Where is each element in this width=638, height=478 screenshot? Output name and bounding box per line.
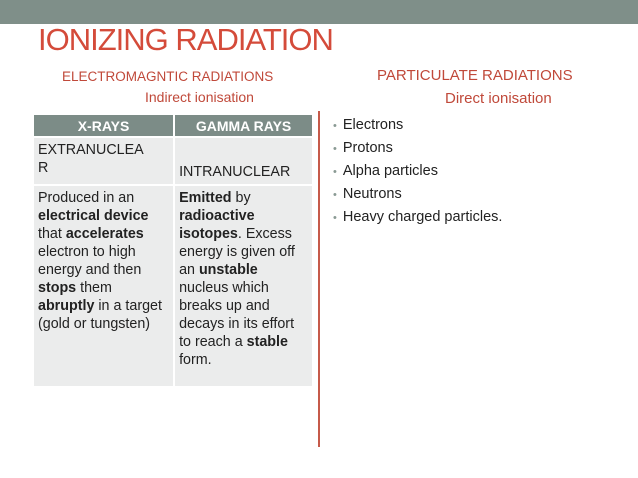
bullet-icon: • (333, 120, 337, 132)
xrays-production-cell: Produced in an electrical device that accelerates electron to high energy and then stops them abruptly in a target (gold or tungsten) (34, 186, 173, 386)
slide-title: IONIZING RADIATION (38, 22, 333, 57)
indirect-ionisation-subheading: Indirect ionisation (145, 89, 254, 105)
bullet-icon: • (333, 143, 337, 155)
xrays-header: X-RAYS (34, 115, 173, 136)
list-item: • Neutrons (333, 186, 402, 202)
particulate-radiations-heading: PARTICULATE RADIATIONS (377, 67, 573, 84)
list-item: • Protons (333, 140, 393, 156)
bullet-icon: • (333, 212, 337, 224)
list-item: • Alpha particles (333, 163, 438, 179)
column-divider (318, 111, 320, 447)
list-item: • Heavy charged particles. (333, 209, 503, 225)
list-item: • Electrons (333, 117, 404, 133)
gamma-origin-cell: INTRANUCLEAR (175, 138, 312, 184)
xrays-origin-cell: EXTRANUCLEA R (34, 138, 173, 184)
bullet-icon: • (333, 189, 337, 201)
particle-list (333, 116, 502, 231)
gamma-production-cell: Emitted by radioactive isotopes. Excess energy is given off an unstable nucleus which breaks up and decays in its effort to reach a stable form. (175, 186, 312, 386)
direct-ionisation-subheading: Direct ionisation (445, 90, 552, 107)
top-band (0, 0, 638, 24)
gamma-rays-header: GAMMA RAYS (175, 115, 312, 136)
bullet-icon: • (333, 166, 337, 178)
table-header-row (34, 115, 312, 136)
radiation-comparison-table (32, 113, 314, 388)
em-radiations-heading: ELECTROMAGNTIC RADIATIONS (62, 69, 274, 84)
table-row (34, 186, 312, 386)
table-row (34, 138, 312, 184)
